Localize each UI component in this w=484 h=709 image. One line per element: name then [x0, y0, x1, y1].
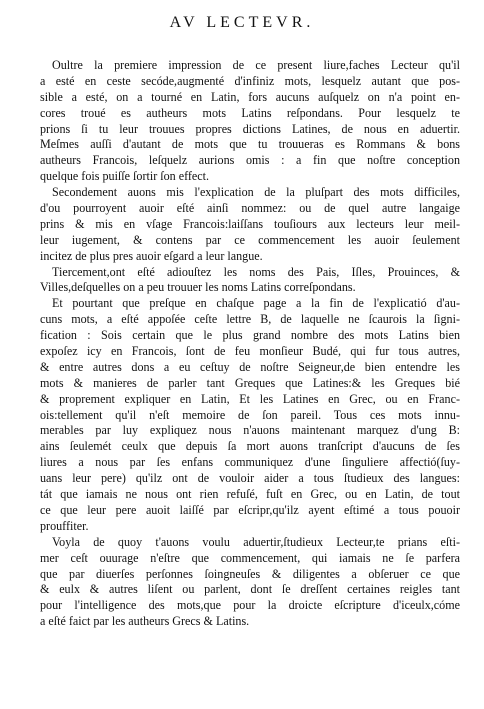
- text-line: & eulx & autres liſent ou parlent, dont ſe dreſſent certaines reigles tant: [40, 582, 460, 597]
- text-line: tát que iamais ne nous ont rien refuſé, fuſt en Grec, ou en Latin, de tout: [40, 487, 460, 502]
- text-line: Secondement auons mis l'explication de la pluſpart des mots difficiles,: [52, 185, 460, 200]
- text-line: quelque fois puiſſe ſortir ſon effect.: [40, 169, 210, 184]
- text-line: Oultre la premiere impression de ce present liure,faches Lecteur qu'il: [52, 58, 460, 72]
- text-line: cuns mots, a eſté appoſée ceſte lettre B, de laquelle ne ſcaurois la ſigni-: [40, 312, 460, 327]
- text-line: a eſté faict par les autheurs Grecs & Latins.: [40, 614, 250, 629]
- text-line: merables par luy expliquez nous n'auons maintenant marquez d'ung B:: [40, 423, 460, 438]
- text-line: & proprement expliquer en Latin, Et les Latines en Grec, ou en Franc-: [40, 391, 460, 406]
- text-line: mots & manieres de parler tant Greques que Latines:& les Greques bié: [40, 375, 460, 390]
- text-line: ois:tellement qu'il n'eſt memoire de ſon pareil. Tous ces mots innu-: [40, 407, 460, 422]
- text-line: sible a esté, on a tourné en Latin, fors aucuns auſquelz on n'a point en-: [40, 89, 460, 104]
- text-line: prouffiter.: [40, 518, 89, 533]
- text-line: cores troué es autheurs mots Latins reſpondans. Pour lesquelz te: [40, 105, 460, 120]
- paragraph-1: [40, 58, 460, 185]
- paragraph-5: [40, 535, 460, 630]
- text-line: d'ou pourroyent auoir eſté ainſi nommez: ou de quel autre langaige: [40, 201, 460, 216]
- text-line: que par diuerſes perſonnes ſoingneuſes & diligentes a obſeruer ce que: [40, 566, 460, 581]
- text-line: Et pourtant que preſque en chaſque page a la fin de l'explicatió d'au-: [52, 296, 460, 311]
- text-line: ce que leur pere auoit laiſſé par eſcripr,qu'ilz ayent eſtimé a tous pouoir: [40, 502, 460, 517]
- text-line: prions ſi tu leur trouues propres dictions Latines, de nous en aduertir.: [40, 121, 460, 136]
- text-line: incitez de plus pres auoir eſgard a leur langue.: [40, 248, 263, 263]
- text-line: Villes,deſquelles on a peu trouuer les noms Latins correſpondans.: [40, 280, 356, 295]
- paragraph-4: [40, 296, 460, 534]
- text-line: autheurs Francois, leſquelz aurions omis : a fin que noſtre conception: [40, 153, 460, 168]
- text-line: liures a nous par ſes enfans communiquez d'une ſinguliere affectió(ſuy-: [40, 455, 460, 470]
- page-heading: AV LECTEVR.: [169, 14, 315, 31]
- text-line: Tiercement,ont eſté adiouſtez les noms des Pais, Iſles, Prouinces, &: [52, 264, 460, 279]
- text-line: Voyla de quoy t'auons voulu aduertir,ſtudieux Lecteur,te prians eſti-: [52, 534, 460, 549]
- text-line: a esté en ceste secóde,augmenté d'infiniz mots, lesquelz autant que pos-: [40, 73, 460, 88]
- text-line: mer ceſt ouurage n'eſtre que commencement, qui iamais ne ſe parfera: [40, 550, 460, 565]
- text-line: expoſez icy en Francois, ſont de feu monſieur Budé, qui fur tous autres,: [40, 344, 460, 359]
- body-text: [40, 58, 460, 630]
- text-line: & entre autres dons a eu ceſtuy de noſtre Seigneur,de bien entendre les: [40, 359, 460, 374]
- text-line: Meſmes auſſi d'autant de mots que tu trouueras es Rommans & bons: [40, 137, 460, 152]
- text-line: leur iugement, & contens par ce commencement les auoir ſeulement: [40, 232, 460, 247]
- paragraph-2: [40, 185, 460, 264]
- text-line: pour l'intelligence des mots,que pour la droicte eſcripture d'iceulx,cóme: [40, 598, 460, 613]
- text-line: ains ſeulemét ceulx que depuis ſa mort auons tranſcript d'aucuns de ſes: [40, 439, 460, 454]
- paragraph-3: [40, 265, 460, 297]
- text-line: fication : Sois certain que le plus grand nombre des mots Latins bien: [40, 328, 460, 343]
- text-line: uans leur pere) qu'ilz ont de vouloir aider a tous ſtudieux des langues:: [40, 471, 460, 486]
- text-line: prins & mis en vſage Francois:laiſſans touſiours aux lecteurs leur meil-: [40, 216, 460, 231]
